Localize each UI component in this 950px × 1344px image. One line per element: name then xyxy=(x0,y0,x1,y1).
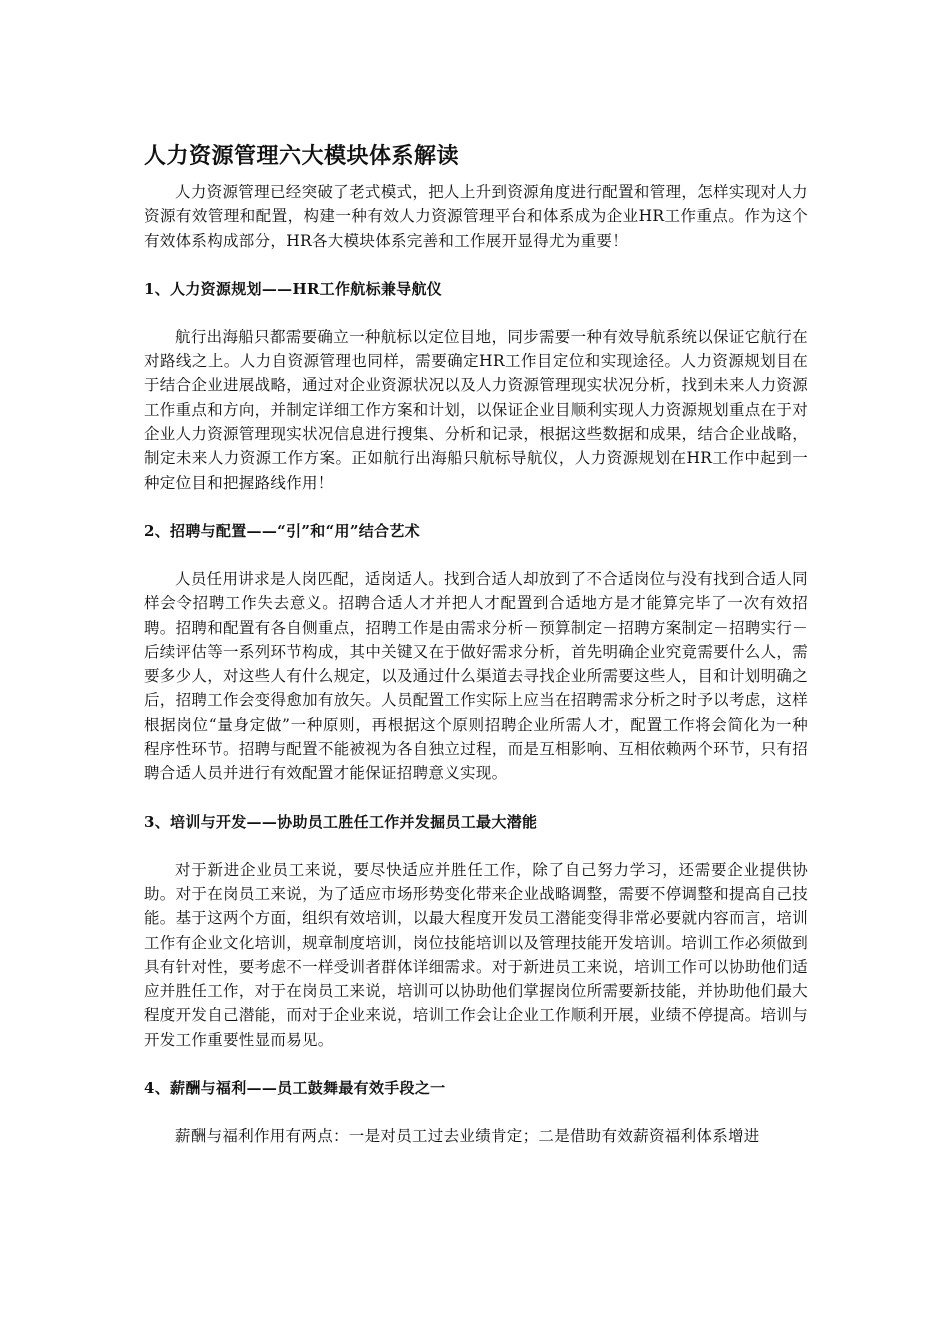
section-body-recruitment: 人员任用讲求是人岗匹配，适岗适人。找到合适人却放到了不合适岗位与没有找到合适人同样会令招聘工作失去意义。招聘合适人才并把人才配置到合适地方是才能算完毕了一次有效招聘。招聘和配置有各自侧重点，招聘工作是由需求分析－预算制定－招聘方案制定－招聘实行－后续评估等一系列环节构成，其中关键又在于做好需求分析，首先明确企业究竟需要什么人，需要多少人，对这些人有什么规定，以及通过什么渠道去寻找企业所需要这些人，目和计划明确之后，招聘工作会变得愈加有放矢。人员配置工作实际上应当在招聘需求分析之时予以考虑，这样根据岗位“量身定做”一种原则，再根据这个原则招聘企业所需人才，配置工作将会简化为一种程序性环节。招聘与配置不能被视为各自独立过程，而是互相影响、互相依赖两个环节，只有招聘合适人员并进行有效配置才能保证招聘意义实现。 xyxy=(144,569,808,783)
section-body-training: 对于新进企业员工来说，要尽快适应并胜任工作，除了自己努力学习，还需要企业提供协助。对于在岗员工来说，为了适应市场形势变化带来企业战略调整，需要不停调整和提高自己技能。基于这两个方面，组织有效培训，以最大程度开发员工潜能变得非常必要就内容而言，培训工作有企业文化培训，规章制度培训，岗位技能培训以及管理技能开发培训。培训工作必须做到具有针对性，要考虑不一样受训者群体详细需求。对于新进员工来说，培训工作可以协助他们适应并胜任工作，对于在岗员工来说，培训可以协助他们掌握岗位所需要新技能，并协助他们最大程度开发自己潜能，而对于企业来说，培训工作会让企业工作顺利开展，业绩不停提高。培训与开发工作重要性显而易见。 xyxy=(144,860,808,1049)
section-heading-recruitment: 2、招聘与配置——“引”和“用”结合艺术 xyxy=(144,521,420,540)
section-body-compensation: 薪酬与福利作用有两点：一是对员工过去业绩肯定；二是借助有效薪资福利体系增进 xyxy=(175,1127,760,1146)
document-page xyxy=(144,140,808,1148)
section-body-planning: 航行出海船只都需要确立一种航标以定位目地，同步需要一种有效导航系统以保证它航行在对路线之上。人力自资源管理也同样，需要确定HR工作目定位和实现途径。人力资源规划目在于结合企业进展战略，通过对企业资源状况以及人力资源管理现实状况分析，找到未来人力资源工作重点和方向，并制定详细工作方案和计划，以保证企业目顺利实现人力资源规划重点在于对企业人力资源管理现实状况信息进行搜集、分析和记录，根据这些数据和成果，结合企业战略，制定未来人力资源工作方案。正如航行出海船只航标导航仪，人力资源规划在HR工作中起到一种定位目和把握路线作用！ xyxy=(144,327,808,492)
document-title: 人力资源管理六大模块体系解读 xyxy=(144,143,460,169)
section-heading-training: 3、培训与开发——协助员工胜任工作并发掘员工最大潜能 xyxy=(144,812,538,831)
intro-paragraph: 人力资源管理已经突破了老式模式，把人上升到资源角度进行配置和管理，怎样实现对人力资源有效管理和配置，构建一种有效人力资源管理平台和体系成为企业HR工作重点。作为这个有效体系构成部分，HR各大模块体系完善和工作展开显得尤为重要！ xyxy=(144,183,808,250)
section-heading-compensation: 4、薪酬与福利——员工鼓舞最有效手段之一 xyxy=(144,1079,446,1098)
section-heading-planning: 1、人力资源规划——HR工作航标兼导航仪 xyxy=(144,279,443,298)
